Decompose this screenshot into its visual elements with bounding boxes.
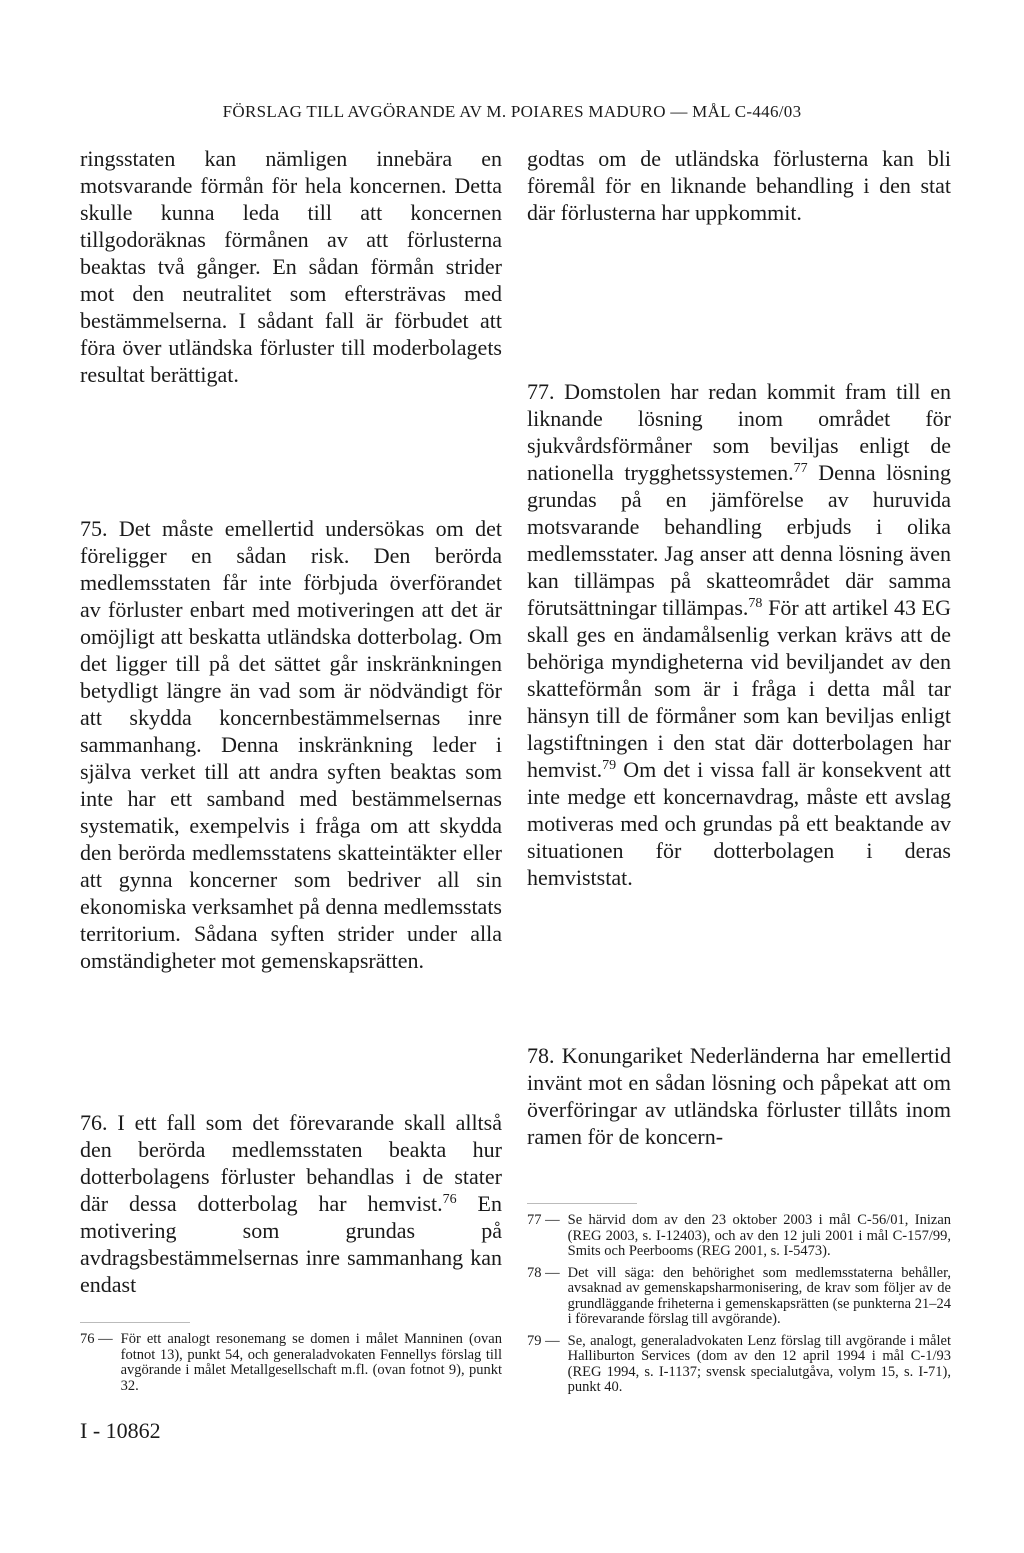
footnote-79 xyxy=(527,1334,951,1396)
paragraph-74-continuation: ringsstaten kan nämligen innebära en motsvarande förmån för hela koncernen. Detta skulle kunna leda till att koncernen tillgodoräknas förmånen av att förlusterna beaktas två gånger. En sådan förmån strider mot den neutralitet som eftersträvas med bestämmelserna. I sådant fall är förbudet att föra över utländska förluster till moderbolagets resultat berättigat. xyxy=(80,146,502,387)
footnote-78-text: Det vill säga: den behörighet som medlemsstaterna behåller, avsaknad av gemenskapsharmonisering, de krav som följer av de grundläggande friheterna i gemenskapsrätten (se punkterna 21–24 i förevarande förslag till avgörande). xyxy=(567,1264,951,1327)
page-number: I - 10862 xyxy=(80,1418,161,1443)
footnote-78-number: 78 — xyxy=(527,1264,560,1281)
paragraph-77 xyxy=(527,378,951,891)
footnote-divider-left xyxy=(80,1322,190,1323)
footnote-77 xyxy=(527,1213,951,1260)
footnote-76-text: För ett analogt resonemang se domen i målet Manninen (ovan fotnot 13), punkt 54, och generaladvokaten Fennellys förslag till avgörande i målet Metallgesellschaft m.fl. (ovan fotnot 9), punkt 32. xyxy=(120,1331,502,1394)
footnote-79-text: Se, analogt, generaladvokaten Lenz förslag till avgörande i målet Halliburton Services (dom av den 12 april 1994 i mål C-1/93 (REG 1994, s. I-1137; svensk specialutgåva, volym 15, s. I-71), punkt 40. xyxy=(567,1332,951,1395)
paragraph-77-text-c: För att artikel 43 EG skall ges en ändamålsenlig verkan krävs att de behöriga myndigheterna vid beviljandet av den skatteförmån som är i fråga i detta mål tar hänsyn till de förmåner som kan beviljas enligt lagstiftningen i den stat där dotterbolagen har hemvist. xyxy=(527,595,952,782)
paragraph-74-end: godtas om de utländska förlusterna kan bli föremål för en liknande behandling i den stat där förlusterna har uppkommit. xyxy=(527,146,951,225)
footnote-76-number: 76 — xyxy=(80,1331,113,1347)
footnote-ref-78[interactable]: 78 xyxy=(748,596,763,611)
paragraph-76 xyxy=(80,1109,502,1298)
paragraph-78: 78. Konungariket Nederländerna har emellertid invänt mot en sådan lösning och påpekat att om överföringar av utländska förluster tillåts inom ramen för de koncern- xyxy=(527,1043,951,1149)
footnote-78 xyxy=(527,1266,951,1328)
paragraph-75: 75. Det måste emellertid undersökas om det föreligger en sådan risk. Den berörda medlemsstaten får inte förbjuda överförandet av förluster enbart med motiveringen att det är omöjligt att beskatta utländska dotterbolag. Om det ligger till på det sättet går inskränkningen betydligt längre än vad som är nödvändigt för att skydda koncernbestämmelsernas inre sammanhang. Denna inskränkning leder i själva verket till att andra syften beaktas som inte har ett samband med bestämmelsernas systematik, exempelvis i fråga om att skydda den berörda medlemsstatens skatteintäkter eller att gynna koncerner som bedriver all sin ekonomiska verksamhet på denna medlemsstats territorium. Sådana syften strider under alla omständigheter mot gemenskapsrätten. xyxy=(80,516,502,973)
paragraph-76-text-a: 76. I ett fall som det förevarande skall alltså den berörda medlemsstaten beakta hur dotterbolagens förluster behandlas i de stater där dessa dotterbolag har hemvist. xyxy=(80,1110,502,1216)
footnotes-right xyxy=(527,1213,951,1396)
paragraph-77-text-b: Denna lösning grundas på en jämförelse av huruvida motsvarande behandling erbjuds i olika medlemsstater. Jag anser att denna lösning även kan tillämpas på skatteområdet där samma förutsättningar tillämpas. xyxy=(527,460,952,620)
footnote-77-number: 77 — xyxy=(527,1212,560,1228)
footnote-ref-77[interactable]: 77 xyxy=(793,461,808,476)
footnote-79-number: 79 — xyxy=(527,1332,560,1349)
footnote-76 xyxy=(80,1332,502,1394)
footnote-divider-right xyxy=(527,1203,637,1204)
footnote-77-text: Se härvid dom av den 23 oktober 2003 i mål C-56/01, Inizan (REG 2003, s. I-12403), och av den 12 juli 2001 i mål C-157/99, Smits och Peerbooms (REG 2001, s. I-5473). xyxy=(567,1212,951,1259)
paragraph-77-text-d: Om det i vissa fall är konsekvent att inte medge ett koncernavdrag, måste ett avslag motiveras med och grundas på ett beaktande av situationen för dotterbolagen i deras hemviststat. xyxy=(527,757,951,890)
paragraph-76-text-b: En motivering som grundas på avdragsbestämmelsernas inre sammanhang kan endast xyxy=(80,1191,502,1297)
running-header: FÖRSLAG TILL AVGÖRANDE AV M. POIARES MADURO — MÅL C-446/03 xyxy=(222,102,802,121)
footnote-ref-76[interactable]: 76 xyxy=(442,1192,457,1207)
footnote-ref-79[interactable]: 79 xyxy=(602,758,617,773)
paragraph-77-text-a: 77. Domstolen har redan kommit fram till en liknande lösning inom området för sjukvårdsförmåner som beviljas enligt de nationella trygghetssystemen. xyxy=(527,379,951,485)
